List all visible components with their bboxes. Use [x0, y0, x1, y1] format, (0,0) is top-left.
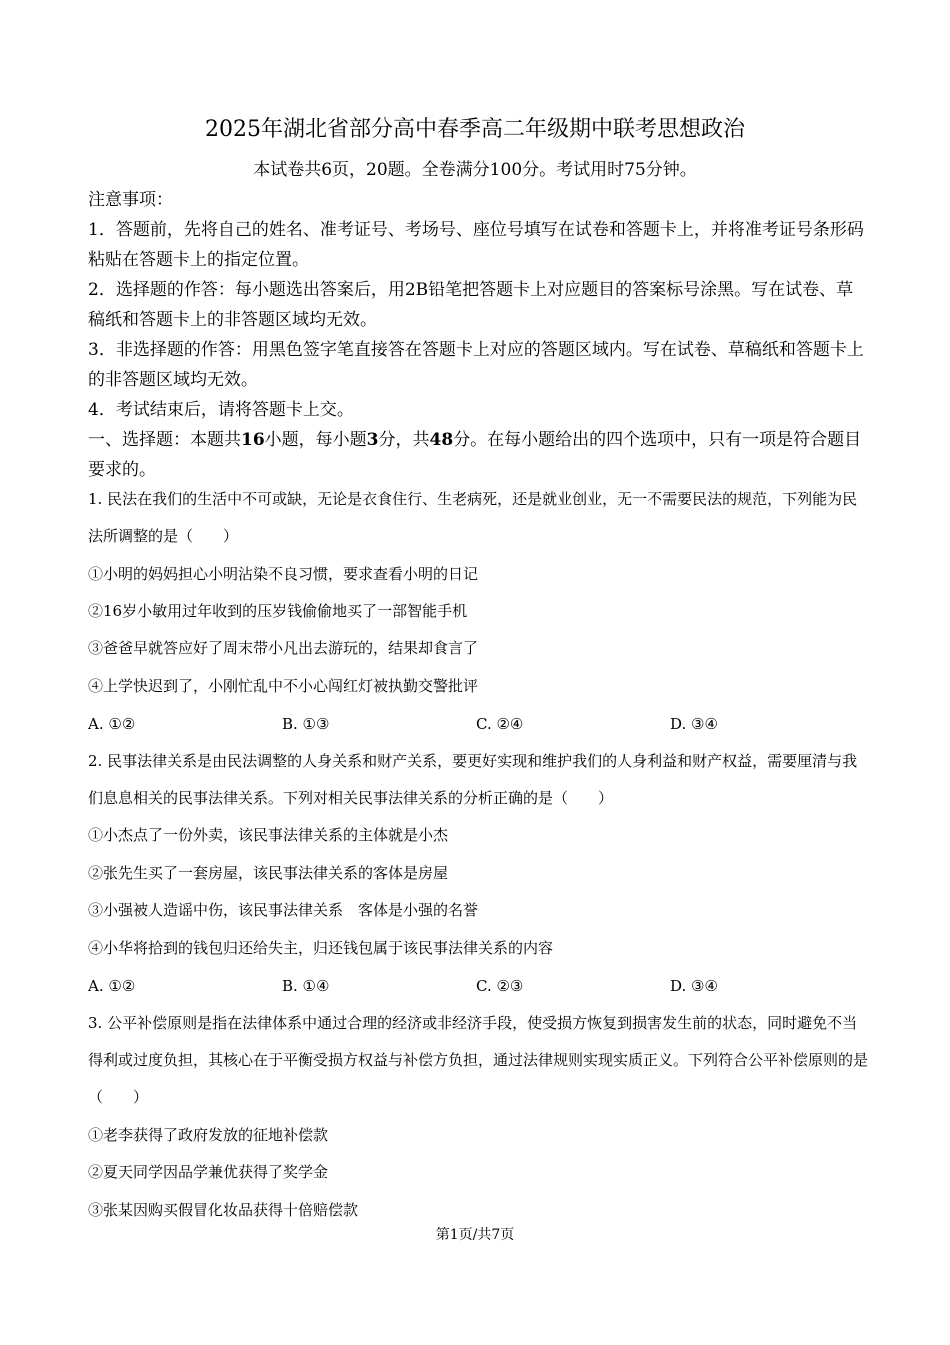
question-2-choice-b: B. ①④ — [282, 977, 330, 995]
question-1-choice-c: C. ②④ — [476, 715, 524, 733]
notice-item-1: 1．答题前，先将自己的姓名、准考证号、考场号、座位号填写在试卷和答题卡上，并将准考证号条形码粘贴在答题卡上的指定位置。 — [88, 220, 864, 270]
question-1-choice-b: B. ①③ — [282, 715, 330, 733]
question-3-option-1: ①老李获得了政府发放的征地补偿款 — [88, 1126, 329, 1144]
question-2-option-4: ④小华将拾到的钱包归还给失主，归还钱包属于该民事法律关系的内容 — [88, 939, 554, 957]
page-footer: 第1页/共7页 — [435, 1227, 515, 1243]
question-1-stem: 1. 民法在我们的生活中不可或缺，无论是衣食住行、生老病死，还是就业创业，无一不需要民法的规范，下列能为民法所调整的是（ ） — [88, 490, 858, 545]
exam-subtitle: 本试卷共6页，20题。全卷满分100分。考试用时75分钟。 — [253, 160, 697, 180]
question-2-choice-c: C. ②③ — [476, 977, 524, 995]
question-1-choices — [88, 711, 868, 737]
question-3-option-2: ②夏天同学因品学兼优获得了奖学金 — [88, 1163, 329, 1181]
question-2-choice-a: A. ①② — [88, 977, 136, 995]
question-1-option-2: ②16岁小敏用过年收到的压岁钱偷偷地买了一部智能手机 — [88, 602, 468, 620]
question-3-stem: 3. 公平补偿原则是指在法律体系中通过合理的经济或非经济手段，使受损方恢复到损害发生前的状态，同时避免不当得利或过度负担，其核心在于平衡受损方权益与补偿方负担，通过法律规则实现实质正义。下列符合公平补偿原则的是（ ） — [88, 1014, 869, 1106]
notice-item-3: 3．非选择题的作答：用黑色签字笔直接答在答题卡上对应的答题区域内。写在试卷、草稿纸和答题卡上的非答题区域均无效。 — [88, 340, 864, 390]
section-instructions: 一、选择题：本题共16小题，每小题3分，共48分。在每小题给出的四个选项中，只有一项是符合题目要求的。 — [88, 430, 862, 480]
notice-item-2: 2．选择题的作答：每小题选出答案后，用2B铅笔把答题卡上对应题目的答案标号涂黑。写在试卷、草稿纸和答题卡上的非答题区域均无效。 — [88, 280, 854, 330]
question-3-option-3: ③张某因购买假冒化妆品获得十倍赔偿款 — [88, 1201, 359, 1219]
question-2-stem: 2. 民事法律关系是由民法调整的人身关系和财产关系，要更好实现和维护我们的人身利益和财产权益，需要厘清与我们息息相关的民事法律关系。下列对相关民事法律关系的分析正确的是（ ） — [88, 752, 858, 807]
notice-heading: 注意事项： — [88, 190, 173, 210]
question-1-option-1: ①小明的妈妈担心小明沾染不良习惯，要求查看小明的日记 — [88, 565, 479, 583]
question-2-option-1: ①小杰点了一份外卖，该民事法律关系的主体就是小杰 — [88, 826, 449, 844]
notice-item-4: 4．考试结束后，请将答题卡上交。 — [88, 400, 354, 420]
question-1-choice-d: D. ③④ — [670, 715, 718, 733]
question-2-choice-d: D. ③④ — [670, 977, 718, 995]
question-1-choice-a: A. ①② — [88, 715, 136, 733]
question-2-option-2: ②张先生买了一套房屋，该民事法律关系的客体是房屋 — [88, 864, 449, 882]
question-2-option-3: ③小强被人造谣中伤，该民事法律关系 客体是小强的名誉 — [88, 901, 479, 919]
question-1-option-4: ④上学快迟到了，小刚忙乱中不小心闯红灯被执勤交警批评 — [88, 677, 479, 695]
question-1-option-3: ③爸爸早就答应好了周末带小凡出去游玩的，结果却食言了 — [88, 639, 479, 657]
exam-title: 2025年湖北省部分高中春季高二年级期中联考思想政治 — [205, 117, 745, 142]
question-2-choices — [88, 973, 868, 999]
